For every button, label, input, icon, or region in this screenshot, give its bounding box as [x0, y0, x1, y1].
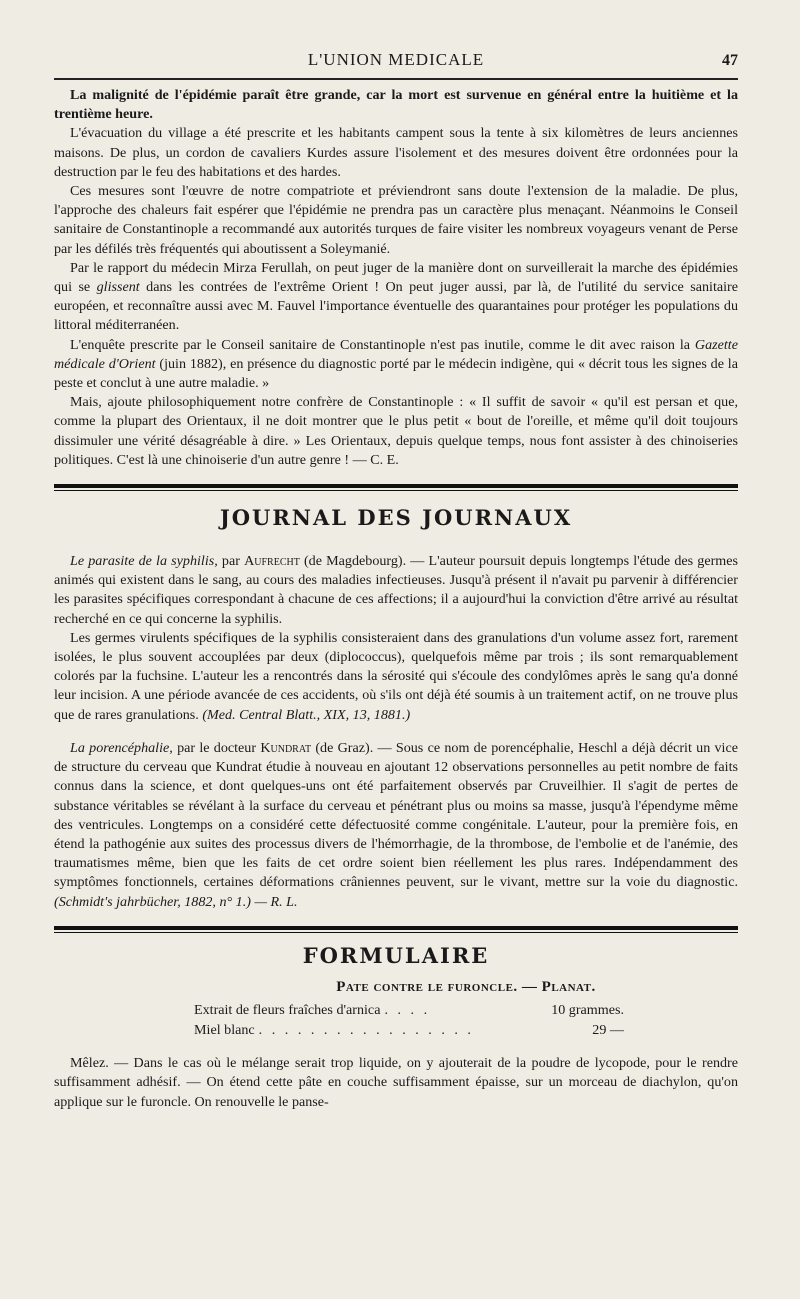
header-rule — [54, 78, 738, 80]
section-divider — [54, 926, 738, 933]
article-text: (de Magdebourg). — L'auteur poursuit depuis longtemps l'étude des germes animés qui existent dans le sang, au cours des maladies infectieuses. Jusqu'à présent il n'avait pu parvenir à différencier les parasites spécifiques correspondant à chacune de ces affections; il a aujourd'hui la conviction d'être arrivé au résultat recherché en ce qui concerne la syphilis. — [54, 553, 738, 627]
emphasis: glissent — [96, 279, 140, 296]
section-title-journal: JOURNAL DES JOURNAUX — [219, 505, 573, 531]
article-reference: (Med. Central Blatt., XIX, 13, 1881.) — [202, 706, 411, 723]
paragraph-text: La malignité de l'épidémie paraît être grande, car la mort est survenue en général entre la huitième et la trentième heure. — [54, 87, 738, 123]
article-by: par — [221, 553, 240, 570]
paragraph: L'évacuation du village a été prescrite et les habitants campent sous la tente à six kilomètres de leurs anciennes maisons. De plus, un cordon de cavaliers Kurdes assure l'isolement et des mesures doivent être ordonnées pour la destruction par le feu des habitations et des hardes. — [54, 125, 738, 180]
ingredient-name: Extrait de fleurs fraîches d'arnica — [194, 1002, 381, 1019]
page-number: 47 — [722, 52, 738, 69]
paragraph-text: Par le rapport du médecin Mirza Ferullah, on peut juger de la manière dont on surveillerait la marche des épidémies qui se — [54, 259, 738, 296]
paragraph-text: L'enquête prescrite par le Conseil sanitaire de Constantinople n'est pas inutile, comme le dit avec raison la — [70, 336, 691, 353]
recipe — [194, 978, 738, 1041]
article-title: Le parasite de la syphilis, — [70, 553, 218, 570]
paragraph-text: dans les contrées de l'extrême Orient ! On peut juger aussi, par là, de l'utilité du service sanitaire européen, et reconnaître aussi avec M. Fauvel l'importance éventuelle des quarantaines pour protéger les populations du littoral méditerranéen. — [54, 279, 738, 334]
article-title: La porencéphalie, — [70, 739, 173, 756]
article-paragraph — [54, 739, 738, 912]
ingredient-dots: . . . . — [384, 1002, 431, 1019]
article-paragraph — [54, 552, 738, 629]
article-text: Les germes virulents spécifiques de la syphilis consisteraient dans des granulations d'un volume assez fort, rarement isolées, le plus souvent accouplées par deux (diplococcus), quelquefois même par trois ; ils sont remarquablement colorés par la fuchsine. L'auteur les a rencontrés dans la sérosité qui s'écoule des condylômes après le sang qu'a donné leur incision. A une période avancée de ces accidents, où s'ils ont déjà été soumis à un traitement actif, on ne trouve plus que de rares granulations. — [54, 629, 738, 723]
paragraph — [54, 259, 738, 336]
paragraph-text: (juin 1882), en présence du diagnostic porté par le médecin indigène, qui « décrit tous les signes de la peste et conclut à une autre maladie. » — [54, 355, 738, 392]
section-title-formulaire: FORMULAIRE — [302, 942, 490, 968]
page-header — [54, 42, 738, 78]
article-paragraph — [54, 629, 738, 725]
ingredient-row — [194, 1021, 624, 1041]
paragraph: Ces mesures sont l'œuvre de notre compatriote et préviendront sans doute l'extension de la maladie. De plus, l'approche des chaleurs fait espérer que l'épidémie ne prendra pas un caractère plus menaçant. Néanmoins le Conseil sanitaire de Constantinople a recommandé aux autorités turques de faire visiter les nombreux voyageurs venant de Perse par les défilés très fréquentés qui aboutissent a Soleymanié. — [54, 183, 738, 257]
article-by: par le docteur — [177, 739, 257, 756]
ingredient-quantity: 10 grammes. — [551, 1002, 624, 1019]
ingredient-name: Miel blanc — [194, 1021, 255, 1038]
paragraph — [54, 336, 738, 394]
section-divider — [54, 484, 738, 491]
article-text: (de Graz). — Sous ce nom de porencéphalie, Heschl a déjà décrit un vice de structure du cerveau que Kundrat étudie à nouveau en ajoutant 12 observations personnelles au petit nombre de faits connus dans la science, et dont quelques-uns ont été parfaitement observés par Cruveilhier. Il s'agit de pertes de substance véritables se révélant à la surface du cerveau et pénétrant plus ou moins sa masse, jusqu'à l'épendyme même des ventricules. Longtemps on a considéré cette défectuosité comme congénitale. L'auteur, pour la première fois, en étend la pathogénie aux suites des processus divers de l'hémorrhagie, de la thrombose, de l'embolie et de l'anémie, des traumatismes même, bien que les faits de cet ordre soient bien réellement les plus rares. Indépendamment des symptômes fonctionnels, certaines déformations crâniennes peuvent, sur le vivant, mettre sur la voie du diagnostic. — [54, 739, 738, 891]
paragraph: Mais, ajoute philosophiquement notre confrère de Constantinople : « Il suffit de savoir « qu'il est persan et que, comme la plupart des Orientaux, il ne doit montrer que le plus petit « bout de l'oreille, et même qu'il doit toujours dissimuler une vérité désagréable à dire. » Les Orientaux, depuis quelque temps, nous font assister à des chinoiseries politiques. C'est là une chinoiserie d'un autre genre ! — C. E. — [54, 394, 738, 468]
recipe-title: Pate contre le furoncle. — Planat. — [336, 978, 596, 995]
journal-title: Gazette médicale d'Orient — [54, 336, 738, 372]
running-title: L'UNION MEDICALE — [307, 50, 485, 69]
article-reference: (Schmidt's jahrbücher, 1882, n° 1.) — R. L. — [54, 893, 298, 910]
ingredient-row — [194, 1001, 624, 1021]
article-author: Kundrat — [260, 739, 312, 756]
ingredient-dots: . . . . . . . . . . . . . . . . . — [258, 1021, 474, 1038]
ingredient-quantity: 29 — — [592, 1021, 624, 1038]
paragraph — [54, 86, 738, 124]
recipe-instructions: Mêlez. — Dans le cas où le mélange serait trop liquide, on y ajouterait de la poudre de lycopode, pour le rendre suffisamment adhésif. — On étend cette pâte en couche suffisamment épaisse, sur un morceau de diachylon, qu'on applique sur le furoncle. On renouvelle le panse- — [54, 1055, 738, 1110]
article-author: Aufrecht — [244, 553, 300, 570]
